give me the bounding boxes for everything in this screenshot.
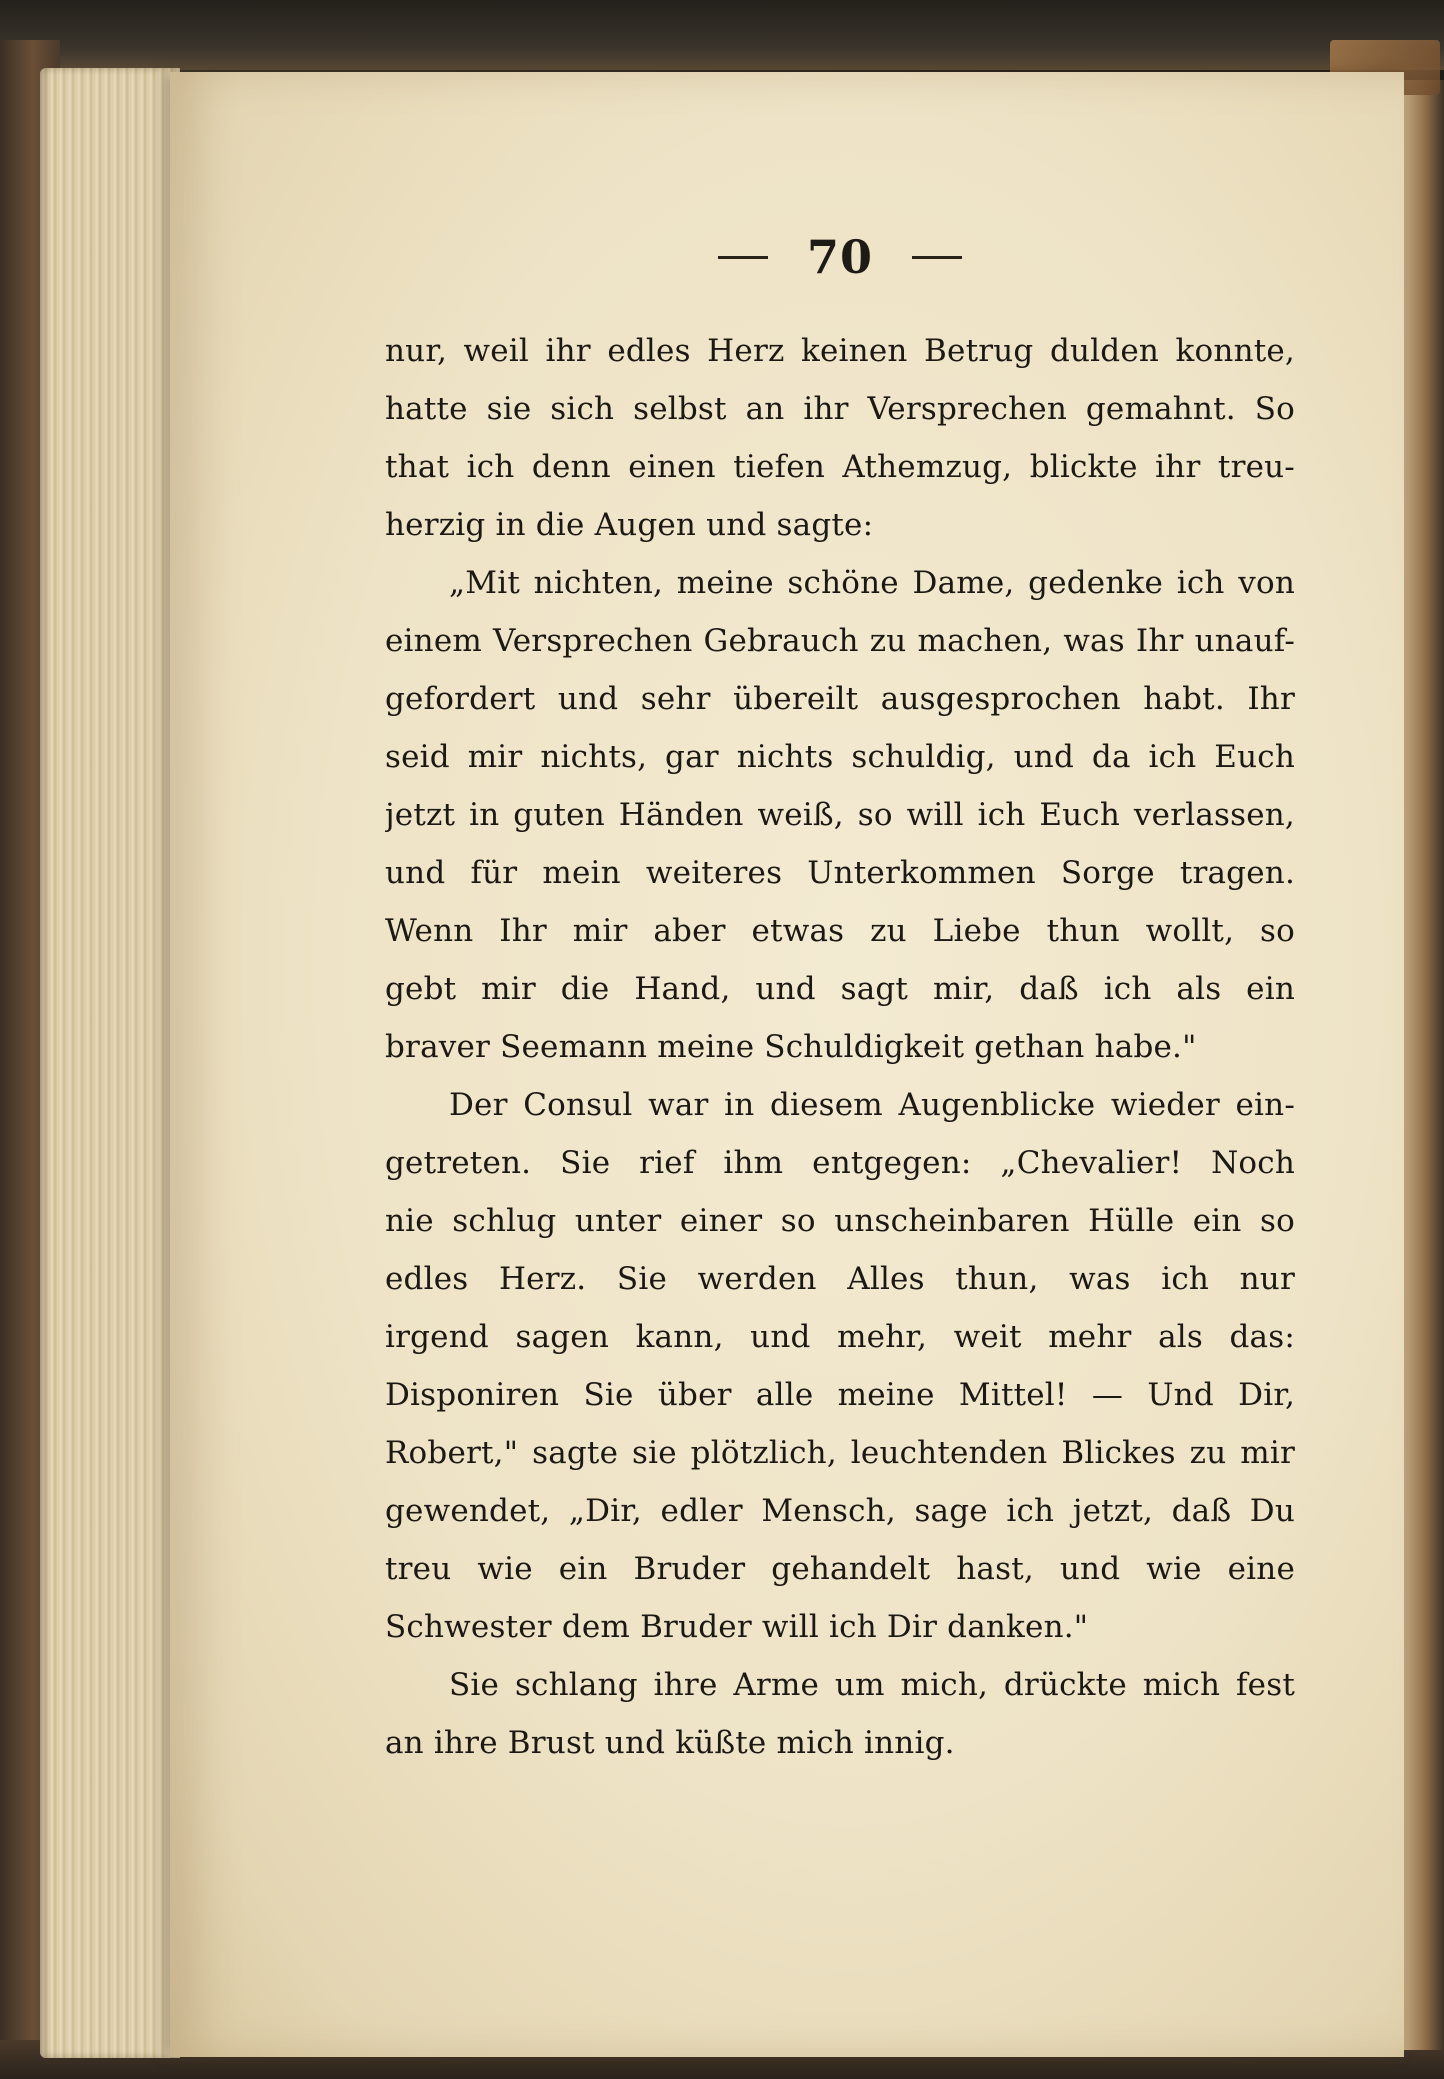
text-line-paragraph-start: „Mit nichten, meine schöne Dame, gedenke ich von: [449, 565, 1295, 601]
header-dash-left: [718, 256, 768, 259]
text-line: gewendet, „Dir, edler Mensch, sage ich jetzt, daß Du: [385, 1493, 1295, 1529]
page-body-text: [385, 322, 1295, 1772]
page-number: 70: [806, 230, 873, 284]
text-line: hatte sie sich selbst an ihr Versprechen gemahnt. So: [385, 391, 1295, 427]
text-line: irgend sagen kann, und mehr, weit mehr als das:: [385, 1319, 1295, 1355]
text-line: einem Versprechen Gebrauch zu machen, was Ihr unauf-: [385, 623, 1295, 659]
text-line-paragraph-start: Sie schlang ihre Arme um mich, drückte mich fest: [449, 1667, 1295, 1703]
text-line: treu wie ein Bruder gehandelt hast, und wie eine: [385, 1551, 1295, 1587]
text-line-paragraph-start: Der Consul war in diesem Augenblicke wieder ein-: [449, 1087, 1295, 1123]
text-line: Robert," sagte sie plötzlich, leuchtenden Blickes zu mir: [385, 1435, 1295, 1471]
text-line: seid mir nichts, gar nichts schuldig, und da ich Euch: [385, 739, 1295, 775]
text-line: nur, weil ihr edles Herz keinen Betrug dulden konnte,: [385, 333, 1295, 369]
text-line: und für mein weiteres Unterkommen Sorge tragen.: [385, 855, 1295, 891]
page-right-edge: [1400, 80, 1444, 2050]
text-line: jetzt in guten Händen weiß, so will ich Euch verlassen,: [385, 797, 1295, 833]
header-dash-right: [912, 256, 962, 259]
page-header: [560, 230, 1120, 310]
text-line: gebt mir die Hand, und sagt mir, daß ich als ein: [385, 971, 1295, 1007]
text-line: an ihre Brust und küßte mich innig.: [385, 1725, 955, 1761]
text-line: gefordert und sehr übereilt ausgesprochen habt. Ihr: [385, 681, 1295, 717]
text-line: Wenn Ihr mir aber etwas zu Liebe thun wollt, so: [385, 913, 1295, 949]
text-line: braver Seemann meine Schuldigkeit gethan habe.": [385, 1029, 1197, 1065]
text-line: nie schlug unter einer so unscheinbaren Hülle ein so: [385, 1203, 1295, 1239]
text-line: herzig in die Augen und sagte:: [385, 507, 874, 543]
page-edges-stack: [40, 68, 180, 2058]
text-line: that ich denn einen tiefen Athemzug, blickte ihr treu-: [385, 449, 1295, 485]
text-line: getreten. Sie rief ihm entgegen: „Chevalier! Noch: [385, 1145, 1295, 1181]
text-line: Schwester dem Bruder will ich Dir danken.": [385, 1609, 1089, 1645]
book-cover-top: [0, 0, 1444, 70]
text-line: Disponiren Sie über alle meine Mittel! — Und Dir,: [385, 1377, 1295, 1413]
text-line: edles Herz. Sie werden Alles thun, was ich nur: [385, 1261, 1295, 1297]
